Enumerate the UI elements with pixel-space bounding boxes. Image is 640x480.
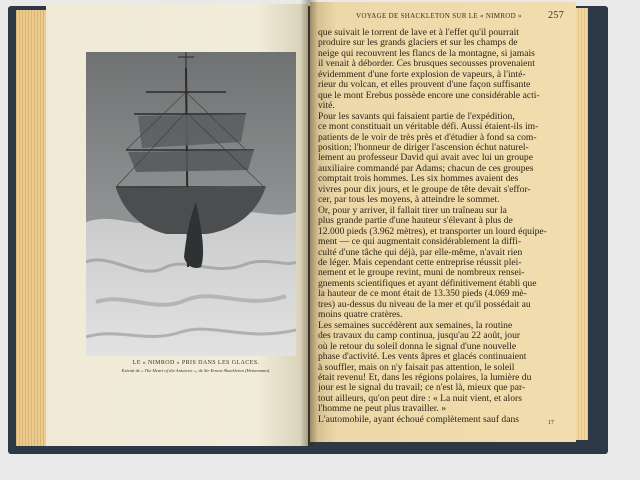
body-text [318, 28, 568, 425]
running-header [324, 10, 564, 24]
text-line: comptait trois hommes. Les six hommes avaient des [318, 174, 519, 185]
text-line: plus grande partie d'une hauteur s'élevant à plus de [318, 216, 513, 227]
text-line: à souffler, mais on n'y faisait pas attention, le soleil [318, 362, 515, 373]
text-line: moins quatre cratères. [318, 310, 403, 321]
text-line: la hauteur de ce mont était de 13.350 pieds (4.069 mè- [318, 289, 527, 300]
text-line: ment — ce qui augmentait considérablement la diffi- [318, 237, 522, 248]
text-line: jour est le signal du travail; ce n'est là, mieux que par- [318, 383, 526, 394]
text-line: Les semaines succédèrent aux semaines, la routine [318, 320, 513, 331]
left-page-edges [16, 10, 50, 446]
text-line: où le retour du soleil donna le signal d'une nouvelle [318, 341, 517, 352]
text-line: des travaux du camp continua, jusqu'au 22 août, jour [318, 331, 521, 342]
text-line: position; l'honneur de diriger l'ascension échut naturel- [318, 142, 529, 153]
text-line: 12.000 pieds (3.962 mètres), et transporter un lourd équipe- [318, 226, 547, 237]
text-line: gnements scientifiques et ayant définitivement établi que [318, 278, 537, 289]
signature-mark: 17 [548, 420, 554, 426]
text-line: Or, pour y arriver, il fallait tirer un traîneau sur la [318, 205, 507, 216]
text-line: patients de le voir de très près et d'étudier à fond sa com- [318, 132, 537, 143]
text-line: nement et le groupe revint, muni de nombreux rensei- [318, 268, 525, 279]
text-line: cer, par tous les moyens, à atteindre le sommet. [318, 195, 500, 206]
text-line: l'homme ne peut plus travailler. » [318, 404, 447, 415]
text-line: de léger. Mais cependant cette entreprise réussit plei- [318, 257, 522, 268]
text-line: neige qui recouvrent les flancs de la montagne, si jamais [318, 48, 535, 59]
text-line: auxiliaire commandé par Adams; chacun de ces groupes [318, 163, 534, 174]
text-line: était revenu! Et, dans les régions polaires, la lumière du [318, 372, 532, 383]
ship-in-ice-photo [86, 52, 296, 356]
text-line: il venait à déborder. Ces brusques secousses provenaient [318, 59, 535, 70]
text-line: vité. [318, 101, 335, 112]
running-head-title: VOYAGE DE SHACKLETON SUR LE « NIMROD » [356, 12, 522, 20]
text-line: que le mont Erebus possède encore une considérable acti- [318, 90, 540, 101]
plate-caption [96, 360, 296, 373]
text-line: vivres pour dix jours, et le groupe de tête devait s'effor- [318, 184, 531, 195]
text-line: tout ailleurs, qu'on peut dire : « La nuit vient, et alors [318, 393, 522, 404]
text-line: Pour les savants qui faisaient partie de l'expédition, [318, 111, 515, 122]
text-line: évidemment d'une forte explosion de vapeurs, à l'inté- [318, 69, 526, 80]
plate-caption-credit: Extrait de « The Heart of the Antarctic », de Sir Ernest Shackleton (Heinemann). [121, 368, 271, 373]
ship-illustration [86, 52, 296, 356]
text-line: rieur du volcan, et elles prouvent d'une façon suffisante [318, 80, 531, 91]
book-gutter [300, 0, 318, 446]
text-line: que suivait le torrent de lave et à l'effet qu'il pourrait [318, 28, 519, 38]
text-line: produire sur les grands glaciers et sur les champs de [318, 38, 518, 49]
page-number: 257 [548, 10, 564, 21]
text-line: ce mont constituait un véritable défi. Aussi étaient-ils im- [318, 122, 539, 133]
text-line: tres) au-dessus du niveau de la mer et qu'il possédait au [318, 299, 531, 310]
text-line: phase d'activité. Les vents âpres et glacés continuaient [318, 352, 527, 363]
text-line: lement au professeur David qui avait avec lui un groupe [318, 153, 533, 164]
text-line: culté d'une tâche qui déjà, par elle-même, n'avait rien [318, 247, 523, 258]
plate-caption-title: LE « NIMROD » PRIS DANS LES GLACES. [132, 360, 260, 366]
text-line: L'automobile, ayant échoué complètement sauf dans [318, 414, 519, 425]
